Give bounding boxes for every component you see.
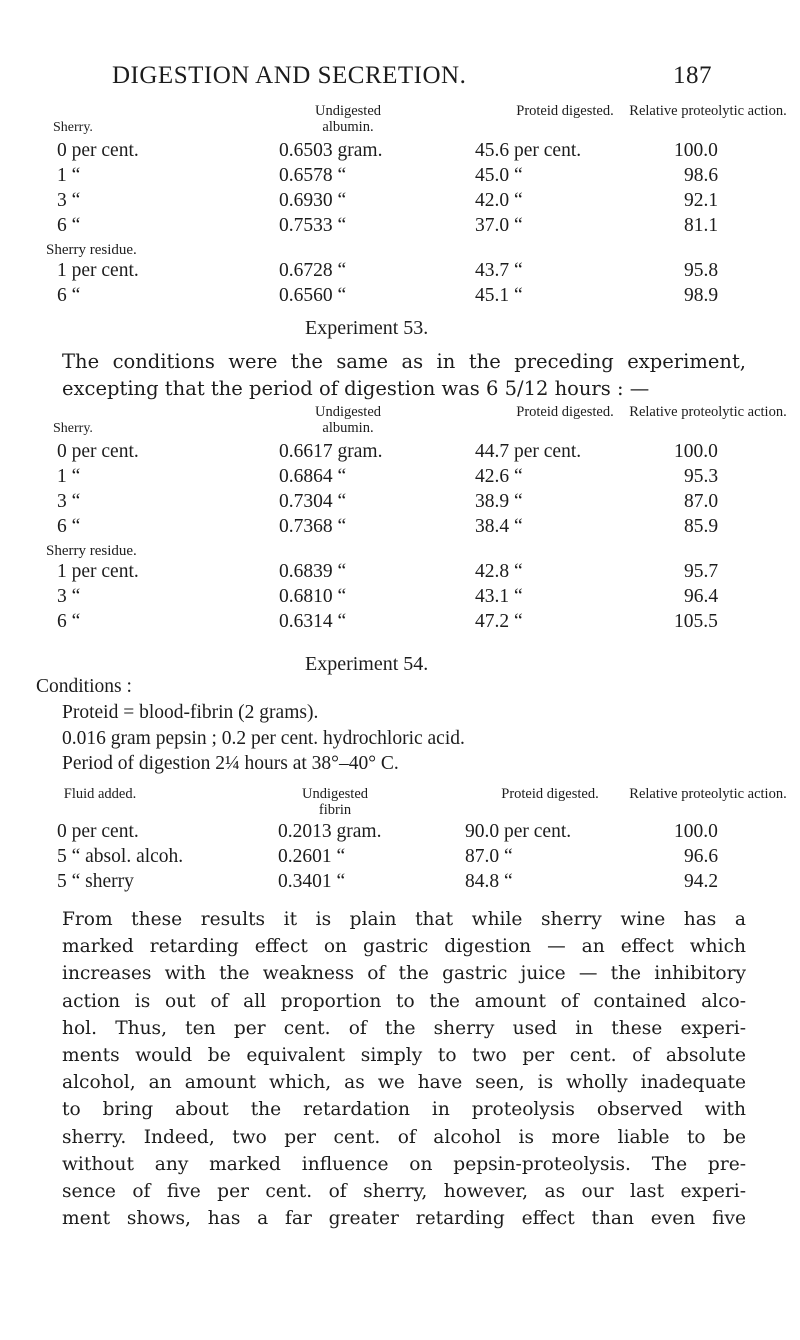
table-cell: 0.6864 “ [279, 466, 347, 487]
paragraph-line: to bring about the retardation in proteolysis observed with [62, 1099, 746, 1121]
table-cell: 6 “ [57, 611, 81, 632]
table-cell: 98.6 [684, 165, 719, 186]
table-cell: 42.8 “ [475, 561, 523, 582]
table-cell: 0.2013 gram. [278, 821, 382, 842]
col-header-undigested: Undigested fibrin [301, 786, 369, 818]
table-cell: 38.4 “ [475, 516, 523, 537]
table-cell: 0.6560 “ [279, 285, 347, 306]
table-cell: 0 per cent. [57, 821, 139, 842]
table-cell: 0.7533 “ [279, 215, 347, 236]
table-cell: 45.1 “ [475, 285, 523, 306]
experiment-54-title: Experiment 54. [305, 653, 429, 675]
table-cell: 87.0 “ [465, 846, 513, 867]
table-cell: 0.7304 “ [279, 491, 347, 512]
paragraph-line: sherry. Indeed, two per cent. of alcohol is more liable to be [62, 1126, 746, 1148]
table-cell: 1 “ [57, 165, 81, 186]
table-cell: 0 per cent. [57, 441, 139, 462]
paragraph-line: action is out of all proportion to the amount of contained alco- [62, 990, 746, 1012]
col-header-sherry: Sherry. [53, 421, 93, 436]
table-cell: 92.1 [684, 190, 719, 211]
table-cell: 90.0 per cent. [465, 821, 572, 842]
table-cell: 100.0 [674, 140, 718, 161]
table-cell: 47.2 “ [475, 611, 523, 632]
paragraph-line: ment shows, has a far greater retarding effect than even five [62, 1208, 746, 1230]
table-cell: 42.0 “ [475, 190, 523, 211]
col-header-undigested: Undigested albumin. [314, 103, 382, 135]
table-cell: 94.2 [684, 871, 719, 892]
table-cell: 6 “ [57, 215, 81, 236]
paragraph-line: hol. Thus, ten per cent. of the sherry used in these experi- [62, 1017, 746, 1039]
table-cell: 100.0 [674, 821, 718, 842]
table-cell: 3 “ [57, 491, 81, 512]
table-cell: 0.6930 “ [279, 190, 347, 211]
paragraph-line: alcohol, an amount which, as we have seen, is wholly inadequate [62, 1072, 746, 1094]
paragraph-line: sence of five per cent. of sherry, however, as our last experi- [62, 1181, 746, 1203]
table-cell: 0.6314 “ [279, 611, 347, 632]
col-header-undigested: Undigested albumin. [314, 404, 382, 436]
col-header-proteid: Proteid digested. [516, 404, 614, 420]
table-cell: 95.8 [684, 260, 719, 281]
running-title: DIGESTION AND SECRETION. [112, 62, 467, 89]
col-header-relative: Relative proteolytic action. [629, 103, 787, 119]
table-cell: 45.0 “ [475, 165, 523, 186]
table-cell: 38.9 “ [475, 491, 523, 512]
paragraph-line: excepting that the period of digestion was 6 5/12 hours : — [62, 377, 650, 400]
table-cell: 85.9 [684, 516, 719, 537]
table-cell: 1 “ [57, 466, 81, 487]
table-cell: 42.6 “ [475, 466, 523, 487]
subheading-sherry-residue: Sherry residue. [46, 242, 137, 258]
col-header-relative: Relative proteolytic action. [629, 786, 787, 802]
col-header-fluid: Fluid added. [63, 786, 137, 802]
table-cell: 96.6 [684, 846, 719, 867]
table-cell: 84.8 “ [465, 871, 513, 892]
paragraph-line: The conditions were the same as in the preceding experiment, [62, 350, 746, 373]
paragraph-line: ments would be equivalent simply to two per cent. of absolute [62, 1045, 746, 1067]
table-cell: 45.6 per cent. [475, 140, 582, 161]
experiment-53-paragraph [62, 348, 746, 402]
table-cell: 98.9 [684, 285, 719, 306]
conditions-label: Conditions : [36, 676, 132, 697]
table-cell: 5 “ absol. alcoh. [57, 846, 184, 867]
table-cell: 96.4 [684, 586, 719, 607]
table-cell: 1 per cent. [57, 561, 139, 582]
table-cell: 43.1 “ [475, 586, 523, 607]
conclusion-paragraph [62, 906, 746, 1232]
table-cell: 3 “ [57, 586, 81, 607]
table-cell: 0.6810 “ [279, 586, 347, 607]
table-cell: 5 “ sherry [57, 871, 134, 892]
table-cell: 0 per cent. [57, 140, 139, 161]
table-cell: 6 “ [57, 285, 81, 306]
paragraph-line: without any marked influence on pepsin-proteolysis. The pre- [62, 1153, 746, 1175]
paragraph-line: From these results it is plain that while sherry wine has a [62, 909, 746, 930]
condition-line: Proteid = blood-fibrin (2 grams). [62, 702, 319, 723]
condition-line: Period of digestion 2¼ hours at 38°–40° C. [62, 753, 399, 774]
table-cell: 95.7 [684, 561, 719, 582]
col-header-proteid: Proteid digested. [501, 786, 599, 802]
col-header-relative: Relative proteolytic action. [629, 404, 787, 420]
table-cell: 95.3 [684, 466, 719, 487]
col-header-proteid: Proteid digested. [516, 103, 614, 119]
table-cell: 43.7 “ [475, 260, 523, 281]
table-cell: 6 “ [57, 516, 81, 537]
condition-line: 0.016 gram pepsin ; 0.2 per cent. hydrochloric acid. [62, 728, 465, 749]
table-cell: 0.6728 “ [279, 260, 347, 281]
table-cell: 105.5 [674, 611, 718, 632]
table-cell: 3 “ [57, 190, 81, 211]
table-cell: 81.1 [684, 215, 719, 236]
table-cell: 100.0 [674, 441, 718, 462]
table-cell: 0.6503 gram. [279, 140, 383, 161]
table-cell: 37.0 “ [475, 215, 523, 236]
table-cell: 0.7368 “ [279, 516, 347, 537]
col-header-sherry: Sherry. [53, 120, 93, 135]
paragraph-line: marked retarding effect on gastric digestion — an effect which [62, 936, 746, 958]
table-cell: 0.3401 “ [278, 871, 346, 892]
table-cell: 0.2601 “ [278, 846, 346, 867]
paragraph-line: increases with the weakness of the gastric juice — the inhibitory [62, 963, 746, 985]
table-cell: 87.0 [684, 491, 719, 512]
table-cell: 44.7 per cent. [475, 441, 582, 462]
experiment-53-title: Experiment 53. [305, 317, 429, 339]
table-cell: 1 per cent. [57, 260, 139, 281]
page-header [112, 62, 712, 96]
table-cell: 0.6578 “ [279, 165, 347, 186]
subheading-sherry-residue: Sherry residue. [46, 543, 137, 559]
page-number: 187 [673, 62, 712, 89]
table-cell: 0.6839 “ [279, 561, 347, 582]
table-cell: 0.6617 gram. [279, 441, 383, 462]
